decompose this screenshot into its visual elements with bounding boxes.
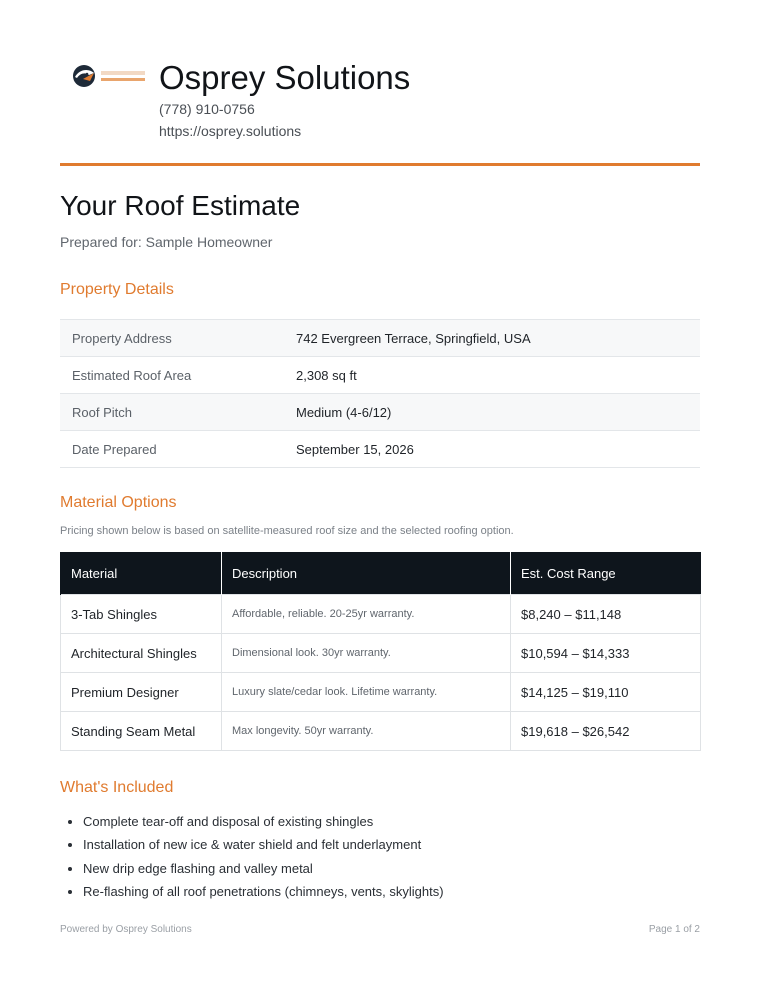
detail-label: Property Address bbox=[60, 320, 284, 357]
company-header bbox=[60, 56, 700, 166]
detail-value: September 15, 2026 bbox=[284, 431, 700, 468]
material-name: Standing Seam Metal bbox=[61, 712, 222, 751]
material-options-table bbox=[60, 552, 701, 751]
material-cost: $10,594 – $14,333 bbox=[511, 634, 701, 673]
table-row bbox=[61, 712, 701, 751]
list-item: • Re-flashing of all roof penetrations (chimneys, vents, skylights) bbox=[83, 880, 444, 903]
table-row bbox=[60, 431, 700, 468]
property-details-table bbox=[60, 319, 700, 468]
material-description: Dimensional look. 30yr warranty. bbox=[222, 634, 511, 673]
material-name: Premium Designer bbox=[61, 673, 222, 712]
material-cost: $8,240 – $11,148 bbox=[511, 595, 701, 634]
table-row bbox=[60, 320, 700, 357]
detail-label: Roof Pitch bbox=[60, 394, 284, 431]
table-header-row bbox=[61, 552, 701, 595]
column-header-description: Description bbox=[222, 552, 511, 595]
column-header-cost: Est. Cost Range bbox=[511, 552, 701, 595]
detail-value: 2,308 sq ft bbox=[284, 357, 700, 394]
list-item: • Complete tear-off and disposal of existing shingles bbox=[83, 810, 444, 833]
material-description: Affordable, reliable. 20-25yr warranty. bbox=[222, 595, 511, 634]
detail-value: 742 Evergreen Terrace, Springfield, USA bbox=[284, 320, 700, 357]
list-item: • New drip edge flashing and valley metal bbox=[83, 857, 444, 880]
footer-powered-by: Powered by Osprey Solutions bbox=[60, 924, 192, 935]
table-row bbox=[61, 673, 701, 712]
prepared-for: Prepared for: Sample Homeowner bbox=[60, 234, 273, 250]
table-row bbox=[60, 394, 700, 431]
property-details-heading: Property Details bbox=[60, 281, 174, 298]
table-row bbox=[61, 634, 701, 673]
pricing-note: Pricing shown below is based on satellite-measured roof size and the selected roofing option. bbox=[60, 525, 514, 537]
material-options-heading: Material Options bbox=[60, 494, 177, 511]
company-website[interactable]: https://osprey.solutions bbox=[159, 123, 302, 139]
whats-included-heading: What's Included bbox=[60, 779, 174, 796]
company-phone: (778) 910-0756 bbox=[159, 101, 255, 117]
material-description: Luxury slate/cedar look. Lifetime warranty. bbox=[222, 673, 511, 712]
included-list bbox=[60, 810, 444, 903]
detail-label: Date Prepared bbox=[60, 431, 284, 468]
material-description: Max longevity. 50yr warranty. bbox=[222, 712, 511, 751]
page-title: Your Roof Estimate bbox=[60, 190, 301, 221]
material-cost: $14,125 – $19,110 bbox=[511, 673, 701, 712]
company-name: Osprey Solutions bbox=[159, 59, 411, 96]
detail-label: Estimated Roof Area bbox=[60, 357, 284, 394]
material-name: Architectural Shingles bbox=[61, 634, 222, 673]
material-name: 3-Tab Shingles bbox=[61, 595, 222, 634]
osprey-logo-icon bbox=[69, 60, 151, 92]
header-divider bbox=[60, 163, 700, 166]
material-cost: $19,618 – $26,542 bbox=[511, 712, 701, 751]
detail-value: Medium (4-6/12) bbox=[284, 394, 700, 431]
table-row bbox=[60, 357, 700, 394]
column-header-material: Material bbox=[61, 552, 222, 595]
list-item: • Installation of new ice & water shield and felt underlayment bbox=[83, 833, 444, 856]
footer-page-number: Page 1 of 2 bbox=[648, 924, 700, 935]
table-row bbox=[61, 595, 701, 634]
